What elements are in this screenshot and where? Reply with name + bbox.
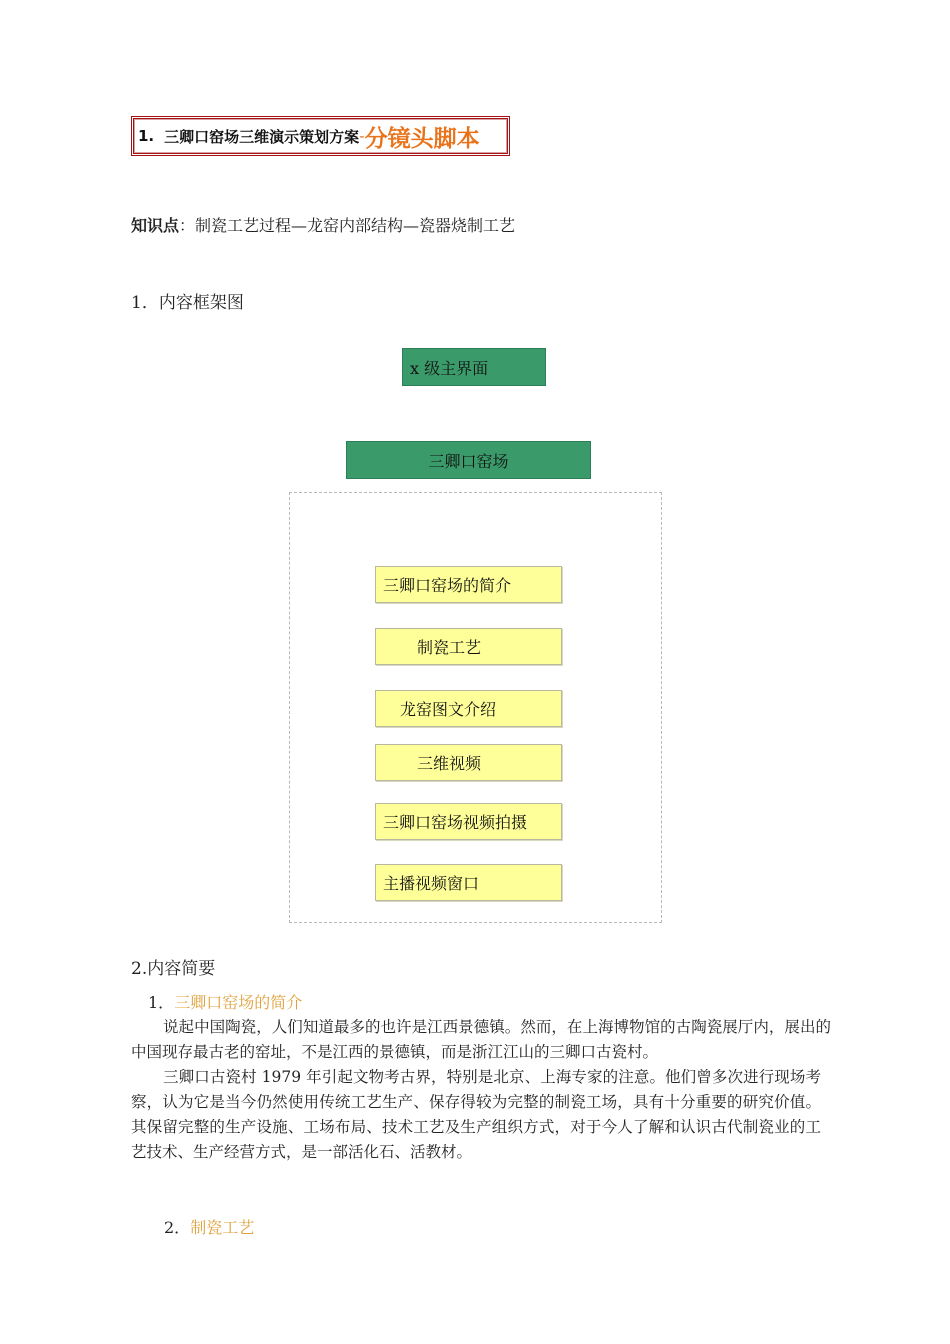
section-2-heading: 2.内容简要: [131, 959, 216, 979]
diagram-top-box: x 级主界面: [402, 348, 546, 386]
diagram-item-intro: 三卿口窑场的简介: [375, 566, 562, 603]
diagram-item-video-shoot: 三卿口窑场视频拍摄: [375, 803, 562, 840]
title-accent-text: 分镜头脚本: [364, 125, 480, 152]
subsection-2-heading: [164, 1215, 254, 1238]
diagram-item-craft: 制瓷工艺: [375, 628, 562, 665]
intro-paragraphs: [131, 1015, 831, 1165]
diagram-main-box: 三卿口窑场: [346, 441, 591, 479]
paragraph-2: 三卿口古瓷村 1979 年引起文物考古界，特别是北京、上海专家的注意。他们曾多次进行现场考察，认为它是当今仍然使用传统工艺生产、保存得较为完整的制瓷工场，具有十分重要的研究价值。其保留完整的生产设施、工场布局、技术工艺及生产组织方式，对于今人了解和认识古代制瓷业的工艺技术、生产经营方式，是一部活化石、活教材。: [131, 1068, 821, 1161]
subsection-1-heading: [148, 990, 302, 1013]
subsection-1-number: 1．: [148, 993, 175, 1012]
diagram-item-kiln: 龙窑图文介绍: [375, 690, 562, 727]
document-title: [131, 116, 510, 156]
knowledge-text: 制瓷工艺过程—龙窑内部结构—瓷器烧制工艺: [195, 216, 516, 235]
title-number: 1.: [138, 127, 155, 145]
knowledge-label: 知识点: [131, 216, 180, 235]
subsection-2-number: 2．: [164, 1218, 191, 1237]
paragraph-1: 说起中国陶瓷，人们知道最多的也许是江西景德镇。然而，在上海博物馆的古陶瓷展厅内，展出的中国现存最古老的窑址，不是江西的景德镇，而是浙江江山的三卿口古瓷村。: [131, 1018, 831, 1061]
diagram-item-host-video: 主播视频窗口: [375, 864, 562, 901]
knowledge-points: [131, 213, 515, 236]
title-dash: -: [359, 127, 365, 145]
subsection-2-label: 制瓷工艺: [190, 1218, 255, 1237]
diagram-item-3d-video: 三维视频: [375, 744, 562, 781]
title-main-text: 三卿口窑场三维演示策划方案: [164, 127, 360, 146]
knowledge-colon: ：: [179, 216, 196, 235]
subsection-1-label: 三卿口窑场的简介: [174, 993, 303, 1012]
section-1-heading: 1．内容框架图: [131, 293, 244, 313]
